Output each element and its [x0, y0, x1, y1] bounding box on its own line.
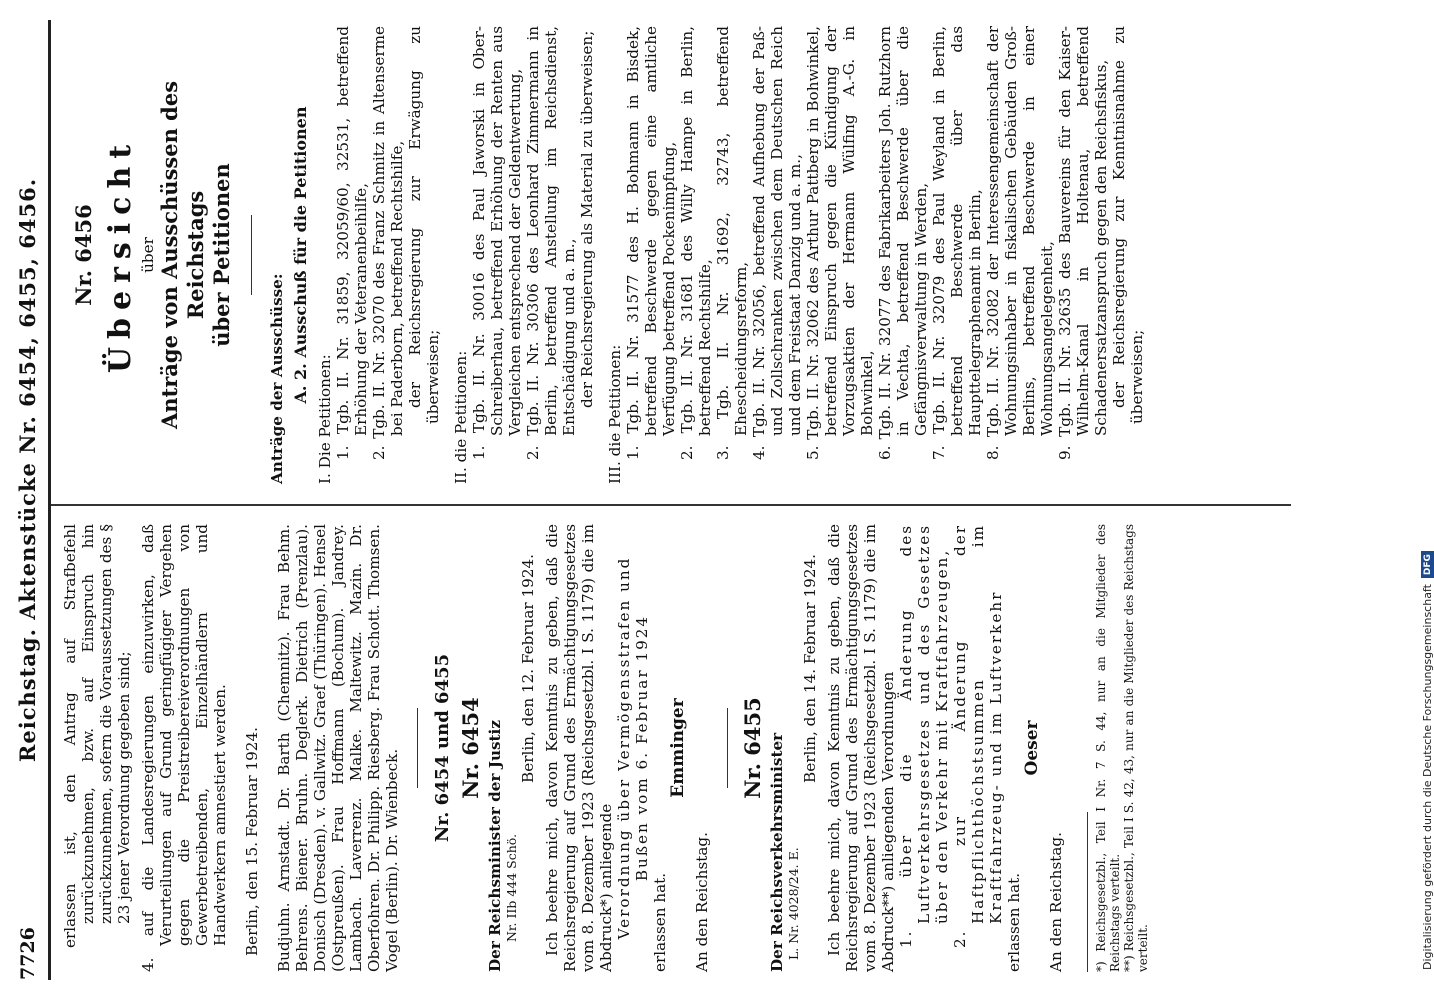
iii-item-1: 1. Tgb. II. Nr. 31577 des H. Bohmann in Bisdek, betreffend Beschwerde gegen eine amtliche Verfügung betreffend Pockenimpfung, — [624, 26, 678, 460]
body-6454: Ich beehre mich, davon Kenntnis zu geben, daß die Reichsregierung auf Grund des Ermächtigungsgesetzes vom 8. Dezember 1923 (Reichsgesetzbl. I S. 1179) die im Abdruck*) anliegende — [543, 524, 615, 972]
footnote-rule — [1087, 812, 1088, 972]
i-item-2: 2. Tgb. II. Nr. 32070 des Franz Schmitz in Altenserme bei Paderborn, betreffend Rechtshilfe, — [370, 26, 406, 460]
erlassen-2: erlassen hat. — [1005, 872, 1023, 972]
running-title: Reichstag. Aktenstücke Nr. 6454, 6455, 6456. — [15, 177, 40, 763]
section-a-heading: A. 2. Ausschuß für die Petitionen — [291, 106, 310, 404]
roman-2: II. die Petitionen: — [452, 350, 470, 484]
uebersicht-title: Übersicht — [103, 136, 138, 374]
footnote-2: **) Reichsgesetzbl., Teil I S. 42, 43, nur an die Mitglieder des Reichstags verteilt. — [1122, 524, 1150, 972]
roman-3: III. die Petitionen: — [606, 344, 624, 484]
iii-item-2: 2. Tgb. II. Nr. 31681 des Willy Hampe in Berlin, betreffend Rechtshilfe, — [678, 26, 714, 460]
separator-rule-3 — [251, 215, 252, 295]
title-6454: Verordnung über Vermögensstrafen und Bußen vom 6. Februar 1924 — [615, 556, 651, 940]
nr-6454-heading: Nr. 6454 — [458, 697, 483, 799]
ref-verkehr: L. Nr. 4028/24. E. — [786, 847, 801, 960]
i-conclusion: der Reichsregierung zur Erwägung zu überweisen; — [406, 26, 442, 424]
erlassen-1: erlassen hat. — [651, 872, 669, 972]
ii-conclusion: der Reichsregierung als Material zu überweisen; — [578, 30, 596, 408]
ref-justiz: Nr. IIb 444 Schö. — [504, 833, 519, 942]
page-number: 7726 — [17, 927, 39, 980]
heading-line-2: über Petitionen — [209, 163, 234, 347]
addressee-2: An den Reichstag. — [1047, 832, 1065, 972]
nr-pair-heading: Nr. 6454 und 6455 — [432, 653, 453, 843]
i-item-1: 1. Tgb. II. Nr. 31859, 32059/60, 32531, betreffend Erhöhung der Veteranenbeihilfe, — [334, 26, 370, 460]
ueber-word: über — [139, 237, 157, 273]
roman-1: I. Die Petitionen: — [316, 354, 334, 484]
footnote-1: *) Reichsgesetzbl., Teil I Nr. 7 S. 44, nur an die Mitglieder des Reichstags verteilt. — [1094, 524, 1122, 972]
iii-item-3: 3. Tgb. II. Nr. 31692, 32743, betreffend Ehescheidungsreform, — [714, 26, 750, 460]
page-header — [8, 20, 51, 980]
signatories: Budjuhn. Arnstadt. Dr. Barth (Chemnitz). Frau Behm. Behrens. Biener. Bruhn. Deglerk. Dietrich (Prenzlau). Donisch (Dresden). v. Gallwitz. Graef (Thüringen). Hensel (Ostpreußen). Frau Hoffmann (Bochum). Jandrey. Lambach. Laverrenz. Malke. Maltewitz. Mazin. Dr. Oberfohren. Dr. Philipp. Riesberg. Frau Schott. Thomsen. Vogel (Berlin). Dr. Wienbeck. — [275, 524, 401, 972]
iii-item-6: 6. Tgb. II. Nr. 32077 des Fabrikarbeiters Joh. Rutzhorn in Vechta, betreffend Beschwerde über die Gefängnisverwaltung in Werden, — [876, 26, 930, 460]
iii-item-8: 8. Tgb. II. Nr. 32082 der Interessengemeinschaft der Wohnungsinhaber in fiskalischen Gebäuden Groß-Berlins, betreffend Beschwerde in einer Wohnungsangelegenheit, — [984, 26, 1056, 460]
two-column-body — [51, 20, 1341, 980]
dateline-3: Berlin, den 14. Februar 1924. — [801, 554, 819, 783]
iii-item-7: 7. Tgb. II. Nr. 32079 des Paul Weyland in Berlin, betreffend Beschwerde über das Haupttelegraphenamt in Berlin, — [930, 26, 984, 460]
iii-item-9: 9. Tgb. II. Nr. 32635 des Bauvereins für den Kaiser-Wilhelm-Kanal in Holtenau, betreffend Schadenersatzanspruch gegen den Reichsfiskus, — [1056, 26, 1110, 460]
iii-item-5: 5. Tgb. II. Nr. 32062 des Arthur Pattberg in Bohwinkel, betreffend Einspruch gegen die Kündigung der Vorzugsaktien der Hermann Wülfing A.-G. in Bohwinkel, — [804, 26, 876, 460]
nr-6455-heading: Nr. 6455 — [740, 697, 765, 799]
item-6455-1: 1. über die Änderung des Luftverkehrsgesetzes und des Gesetzes über den Verkehr mit Kraftfahrzeugen, — [897, 524, 951, 948]
left-column — [51, 510, 1341, 980]
addressee-1: An den Reichstag. — [693, 832, 711, 972]
ii-item-1: 1. Tgb. II. Nr. 30016 des Paul Jaworski in Ober-Schreiberhau, betreffend Erhöhung der Renten aus Vergleichen entsprechend der Geldentwertung, — [470, 26, 524, 460]
body-6455: Ich beehre mich, davon Kenntnis zu geben, daß die Reichsregierung auf Grund des Ermächtigungsgesetzes vom 8. Dezember 1923 (Reichsgesetzbl. I S. 1179) die im Abdruck**) anliegenden Verordnungen — [825, 524, 897, 972]
minister-verkehr: Der Reichsverkehrsminister — [768, 732, 786, 972]
item-6455-2: 2. zur Änderung der Haftpflichthöchstsummen im Kraftfahrzeug- und im Luftverkehr — [951, 524, 1005, 948]
right-column — [51, 20, 1341, 498]
dateline-2: Berlin, den 12. Februar 1924. — [519, 554, 537, 783]
credit-text: Digitalisierung gefördert durch die Deutsche Forschungsgemeinschaft — [1421, 584, 1434, 970]
iii-conclusion: der Reichsregierung zur Kenntnisnahme zu überweisen; — [1110, 26, 1146, 424]
signer-oeser: Oeser — [1022, 720, 1042, 776]
carry-over-text: erlassen ist, den Antrag auf Strafbefehl zurückzunehmen, bzw. auf Einspruch hin zurückzunehmen, sofern die Voraussetzungen des § 23 jener Verordnung gegeben sind; — [61, 524, 133, 948]
dfg-logo: DFG — [1421, 551, 1434, 578]
separator-rule-2 — [727, 708, 728, 788]
antraege-heading: Anträge der Ausschüsse: — [268, 273, 286, 484]
digitization-credit — [1421, 10, 1434, 970]
dateline-1: Berlin, den 15. Februar 1924. — [243, 727, 261, 956]
nr-6456-heading: Nr. 6456 — [71, 204, 96, 306]
column-divider — [51, 504, 1291, 506]
ii-item-2: 2. Tgb. II. Nr. 30306 des Leonhard Zimmermann in Berlin, betreffend Anstellung im Reichsdienst, Entschädigung und a. m., — [524, 26, 578, 460]
iii-item-4: 4. Tgb. II. Nr. 32056, betreffend Aufhebung der Paß- und Zollschranken zwischen dem Deutschen Reich und dem Freistaat Danzig und a. m., — [750, 26, 804, 460]
item-4: 4. auf die Landesregierungen einzuwirken, daß Verurteilungen auf Grund geringfügiger Vergehen gegen die Preistreibereiverordnungen von Gewerbetreibenden, Einzelhändlern und Handwerkern amnestiert werden. — [139, 524, 229, 972]
separator-rule — [417, 708, 418, 788]
signer-emminger: Emminger — [668, 698, 688, 798]
heading-line-1: Anträge von Ausschüssen des Reichstags — [157, 80, 208, 430]
minister-justiz: Der Reichsminister der Justiz — [486, 720, 504, 972]
